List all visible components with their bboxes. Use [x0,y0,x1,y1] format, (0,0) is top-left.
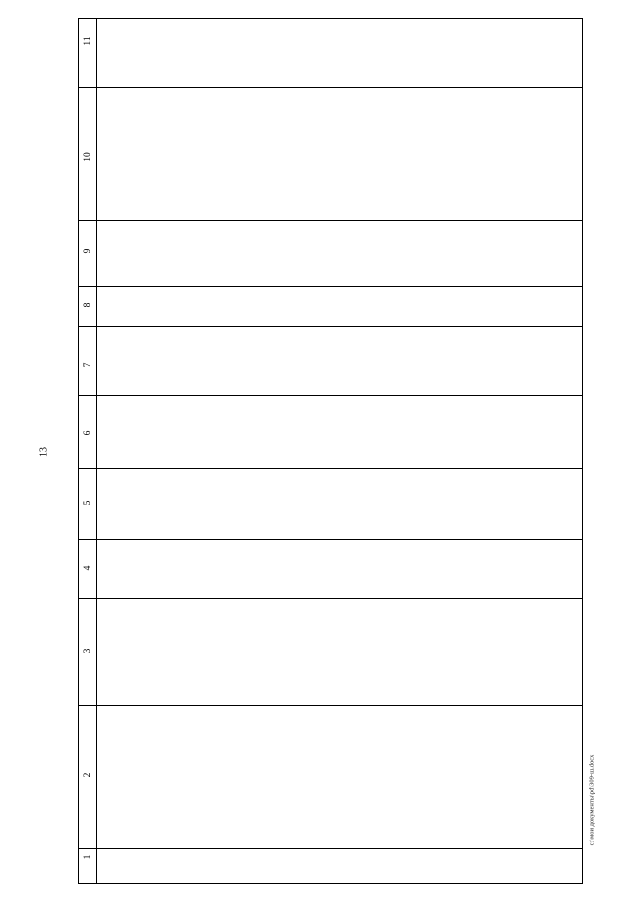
column-number-2: 2 [83,772,93,778]
column-number-1: 1 [83,854,93,860]
column-number-11: 11 [83,36,93,46]
column-number-6: 6 [83,430,93,436]
column-10-cell [99,89,229,573]
column-divider [79,598,582,599]
column-number-5: 5 [83,500,93,506]
equipment-text-block [99,89,229,573]
column-divider [79,848,582,849]
header-strip [79,19,97,883]
column-number-8: 8 [83,302,93,308]
footer-file-path: c:\мои документы\pd\309-ш.docx [588,754,596,846]
column-number-4: 4 [83,565,93,571]
equipment-lines [99,89,229,573]
equipment-table [78,18,583,884]
page-number: 13 [38,447,50,457]
column-number-7: 7 [83,362,93,368]
column-number-10: 10 [83,152,93,162]
column-divider [79,705,582,706]
column-number-3: 3 [83,648,93,654]
column-divider [79,87,582,88]
column-number-9: 9 [83,248,93,254]
